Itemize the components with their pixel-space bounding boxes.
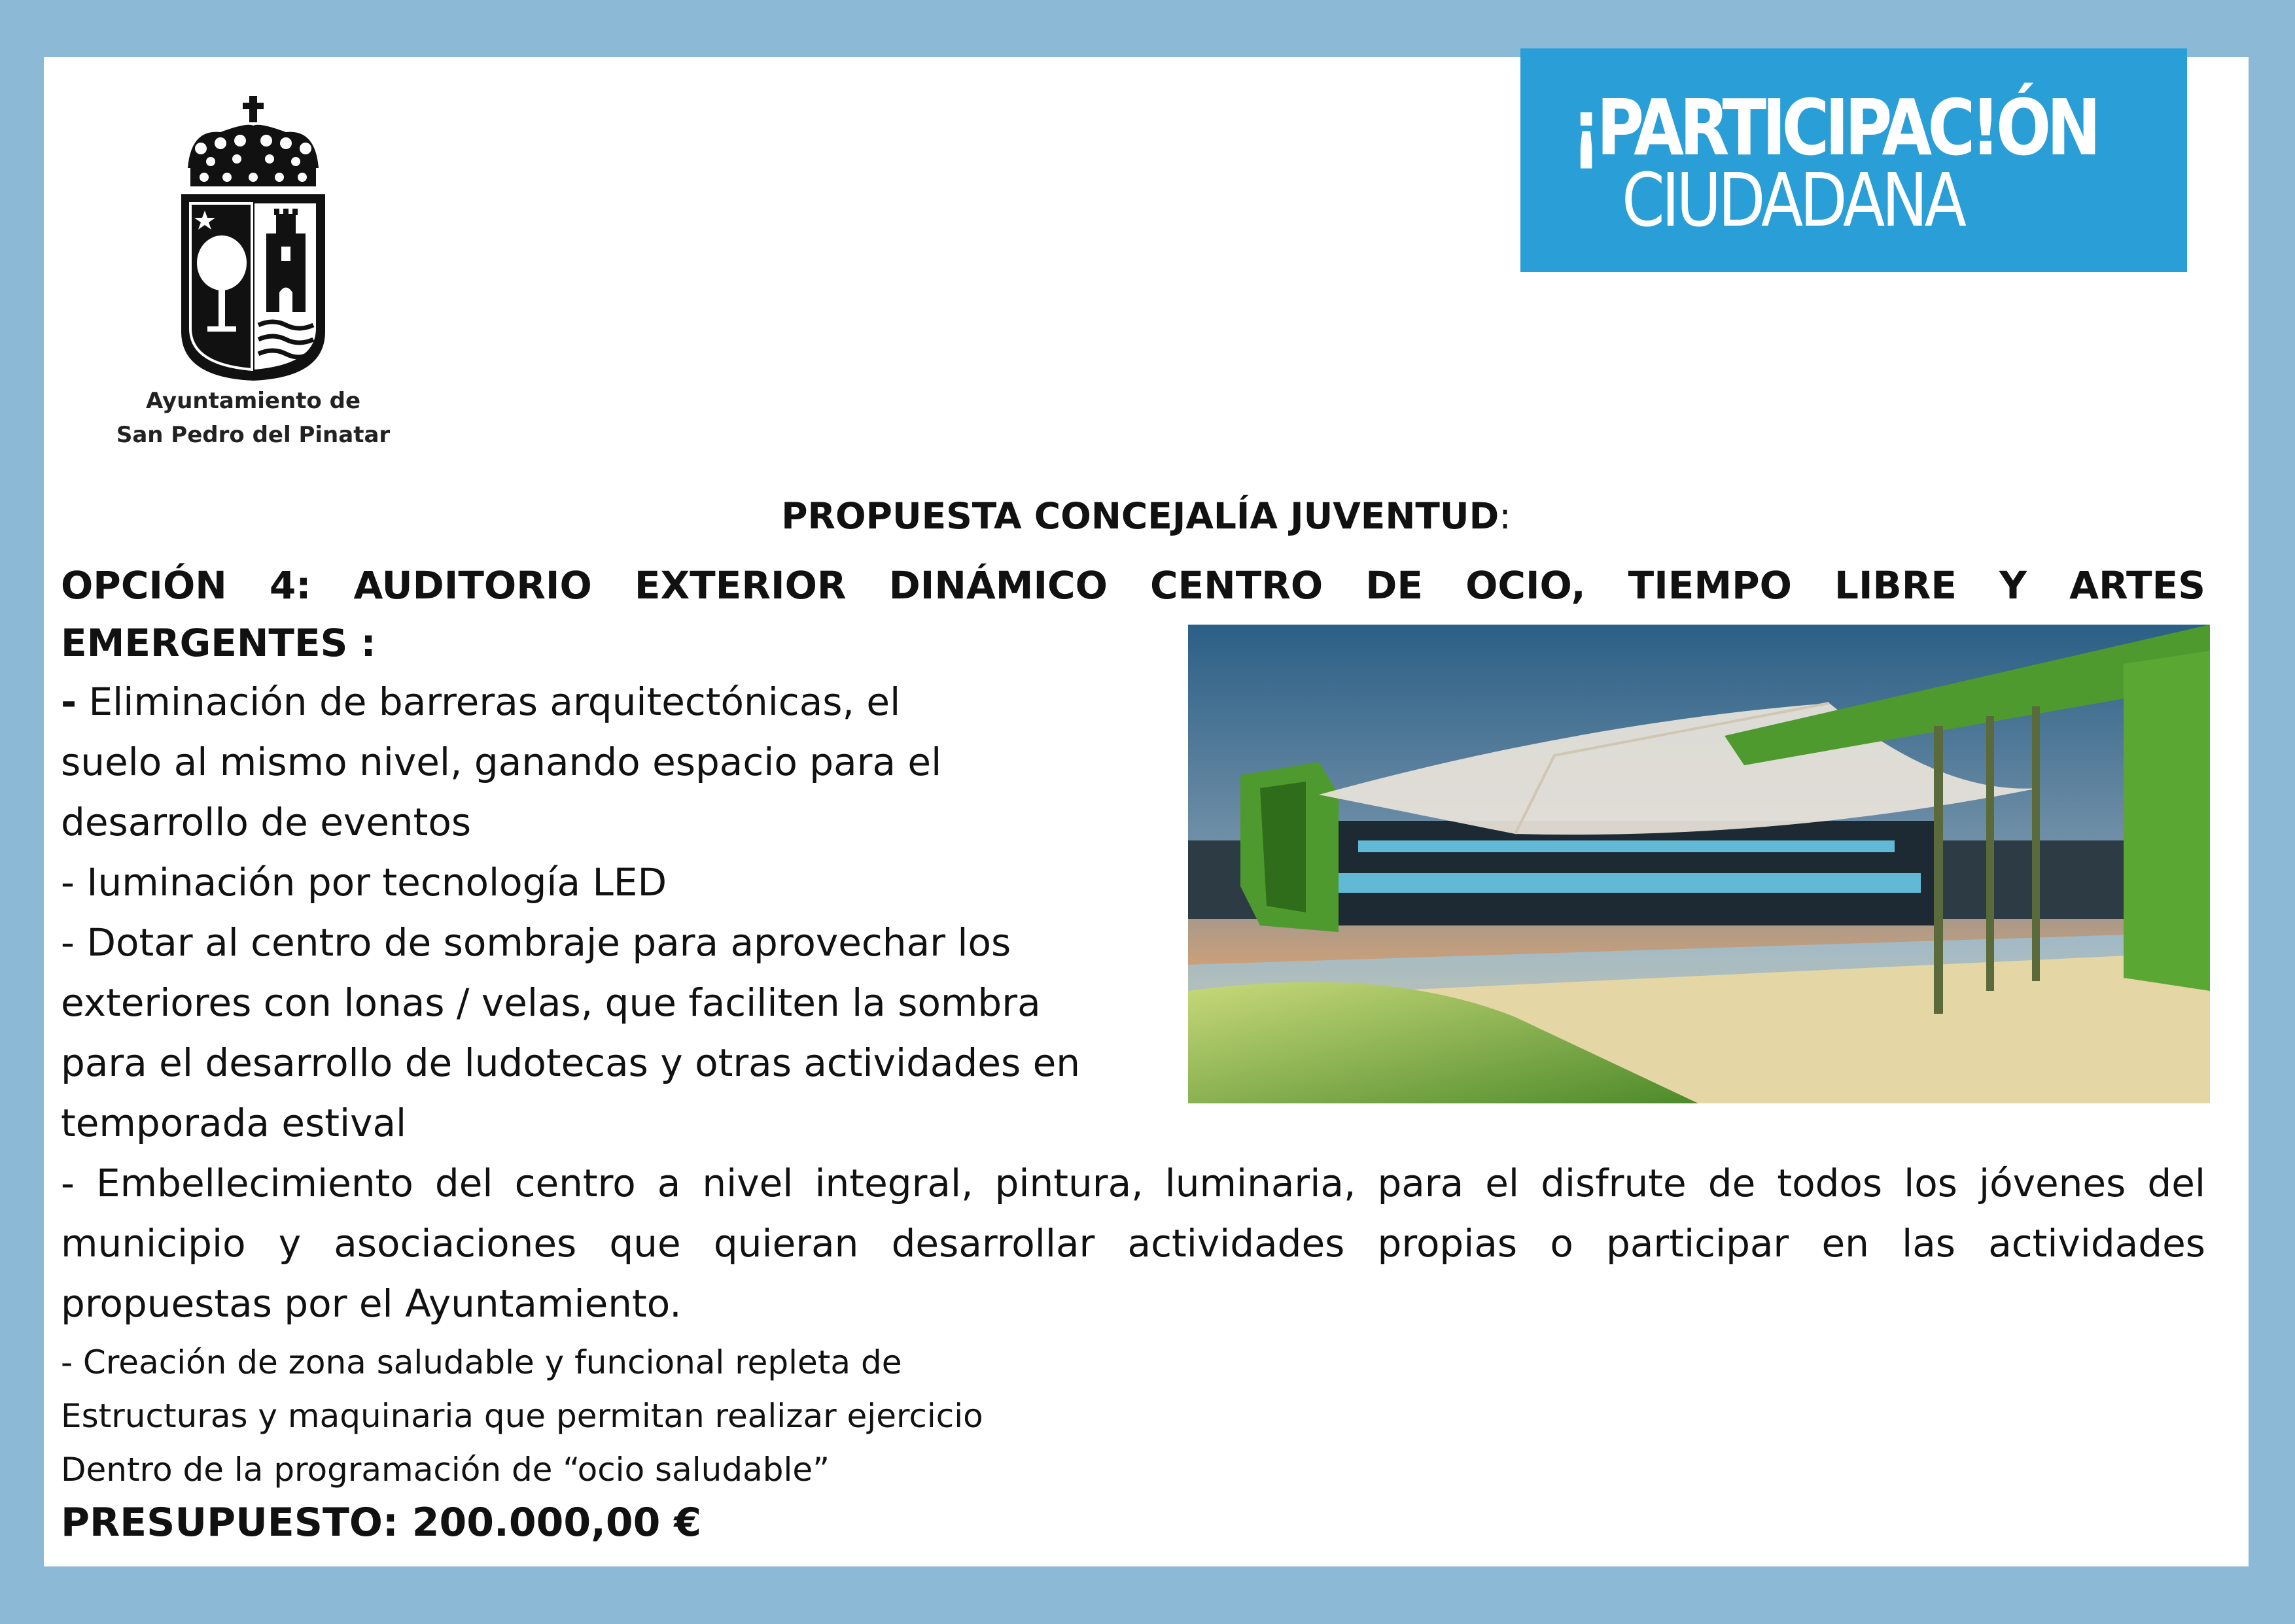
bullet-3-line3: para el desarrollo de ludotecas y otras actividades en (61, 1041, 1081, 1085)
bullet-4-line3: propuestas por el Ayuntamiento. (61, 1281, 682, 1326)
bullet-3-line4: temporada estival (61, 1101, 407, 1145)
bullet-3-line2: exteriores con lonas / velas, que faciliten la sombra (61, 980, 1041, 1025)
bullet-1 (61, 672, 1173, 732)
title-text: PROPUESTA CONCEJALÍA JUVENTUD (781, 495, 1499, 537)
title-colon: : (1499, 495, 1511, 537)
option-title: OPCIÓN 4: AUDITORIO EXTERIOR DINÁMICO CENTRO DE OCIO, TIEMPO LIBRE Y ARTES (61, 563, 2205, 608)
page-title (44, 495, 2249, 537)
bullet-4-line2: municipio y asociaciones que quieran desarrollar actividades propias o participar en las actividades (61, 1221, 2205, 1266)
bullet-5-line2: Estructuras y maquinaria que permitan realizar ejercicio (61, 1397, 983, 1435)
auditorium-rendering (1188, 625, 2210, 1103)
badge-line1: ¡PARTICIPAC!ÓN (1571, 82, 2097, 173)
bullet-5-line3: Dentro de la programación de “ocio saludable” (61, 1451, 830, 1489)
bullet-1-line2: suelo al mismo nivel, ganando espacio para el (61, 740, 942, 784)
bullet-4-line1: - Embellecimiento del centro a nivel integral, pintura, luminaria, para el disfrute de todos los jóvenes del (61, 1161, 2205, 1205)
organization-name (70, 384, 436, 452)
bullet-1-dash: - (61, 680, 77, 724)
organization-name-line1: Ayuntamiento de (145, 388, 361, 414)
badge-line2: CIUDADANA (1622, 158, 1963, 243)
participation-badge (1520, 48, 2187, 272)
proposal-item-small (61, 1336, 1369, 1496)
proposal-items-left (61, 672, 1173, 1153)
budget: PRESUPUESTO: 200.000,00 € (61, 1500, 702, 1546)
document-sheet (44, 57, 2249, 1566)
bullet-5-line1: - Creación de zona saludable y funcional repleta de (61, 1343, 902, 1381)
option-title-continued: EMERGENTES : (61, 621, 376, 665)
bullet-3-line1: - Dotar al centro de sombraje para aprovechar los (61, 920, 1011, 965)
proposal-item-wide (61, 1153, 2205, 1334)
bullet-1-text: Eliminación de barreras arquitectónicas, el (77, 680, 901, 724)
coat-of-arms-icon (175, 96, 332, 384)
bullet-2: - Iuminación por tecnología LED (61, 860, 667, 905)
bullet-1-line3: desarrollo de eventos (61, 800, 472, 844)
organization-name-line2: San Pedro del Pinatar (116, 422, 391, 448)
